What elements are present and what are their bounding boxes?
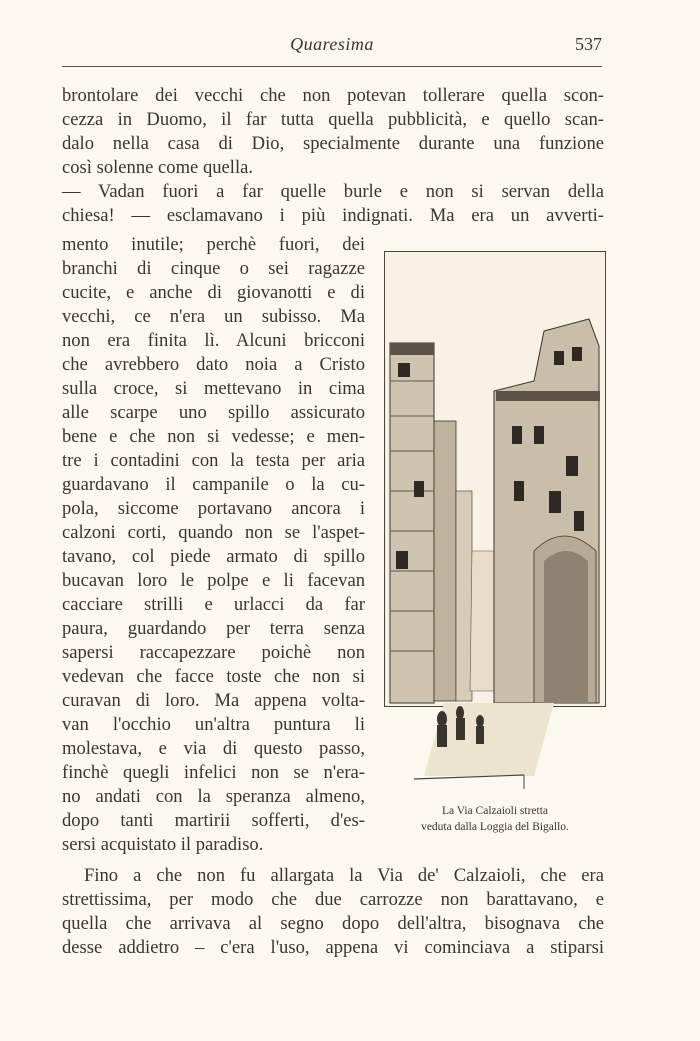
text-line: vecchi, ce n'era un subisso. Ma [62,306,365,327]
text-line: bene e che non si vedesse; e men- [62,426,365,447]
text-line: cezza in Duomo, il far tutta quella pubblicità, e quello scan- [62,109,604,130]
text-line: calzoni corti, quando non se l'aspet- [62,522,365,543]
text-line: dopo tanti martirii sofferti, d'es- [62,810,365,831]
text-line: paura, guardando per terra senza [62,618,365,639]
text-line: finchè quegli infelici non se n'era- [62,762,365,783]
text-line: alle scarpe uno spillo assicurato [62,402,365,423]
text-line: strettissima, per modo che due carrozze non barattavano, e [62,889,604,910]
text-line: branchi di cinque o sei ragazze [62,258,365,279]
text-line: no andati con la speranza almeno, [62,786,365,807]
caption-line: veduta dalla Loggia del Bigallo. [421,821,569,833]
engraving-icon [384,251,606,791]
running-title: Quaresima [290,34,374,54]
text-line: sapersi raccapezzare poichè non [62,642,365,663]
text-line: vedevan che facce toste che non si [62,666,365,687]
text-line: che avrebbero dato noia a Cristo [62,354,365,375]
text-line: così solenne come quella. [62,157,254,178]
paragraph-2-wide [62,180,604,228]
text-line: — Vadan fuori a far quelle burle e non si servan della [62,181,604,202]
text-line: van l'occhio un'altra puntura li [62,714,365,735]
paragraph-1 [62,84,604,180]
text-line: sulla croce, si mettevano in cima [62,378,365,399]
paragraph-3 [62,864,604,960]
text-line: brontolare dei vecchi che non potevan tollerare quella scon- [62,85,604,106]
text-line: molestava, e via di questo passo, [62,738,365,759]
page-header [62,28,602,67]
text-line: bucavan loro le polpe e li facevan [62,570,365,591]
street-illustration [384,251,606,791]
text-line: guardavano il campanile o la cu- [62,474,365,495]
text-line: pola, siccome portavano ancora i [62,498,365,519]
page-number: 537 [575,34,602,54]
text-line: tre i contadini con la testa per aria [62,450,365,471]
figure-caption [384,803,606,835]
text-line: chiesa! — esclamavano i più indignati. Ma era un avverti- [62,205,604,226]
text-line: Fino a che non fu allargata la Via de' Calzaioli, che era [84,865,604,886]
text-line: quella che arrivava al segno dopo dell'altra, bisognava che [62,913,604,934]
text-line: cacciare strilli e urlacci da far [62,594,365,615]
text-line: cucite, e anche di giovanotti e di [62,282,365,303]
paragraph-2-narrow [62,233,365,857]
caption-line: La Via Calzaioli stretta [441,805,549,817]
text-line: non era finita lì. Alcuni bricconi [62,330,365,351]
text-line: dalo nella casa di Dio, specialmente durante una funzione [62,133,604,154]
text-line: tavano, col piede armato di spillo [62,546,365,567]
text-line: sersi acquistato il paradiso. [62,834,264,855]
text-line: desse addietro – c'era l'uso, appena vi cominciava a stiparsi [62,937,604,958]
text-line: mento inutile; perchè fuori, dei [62,234,365,255]
text-line: curavan di loro. Ma appena volta- [62,690,365,711]
